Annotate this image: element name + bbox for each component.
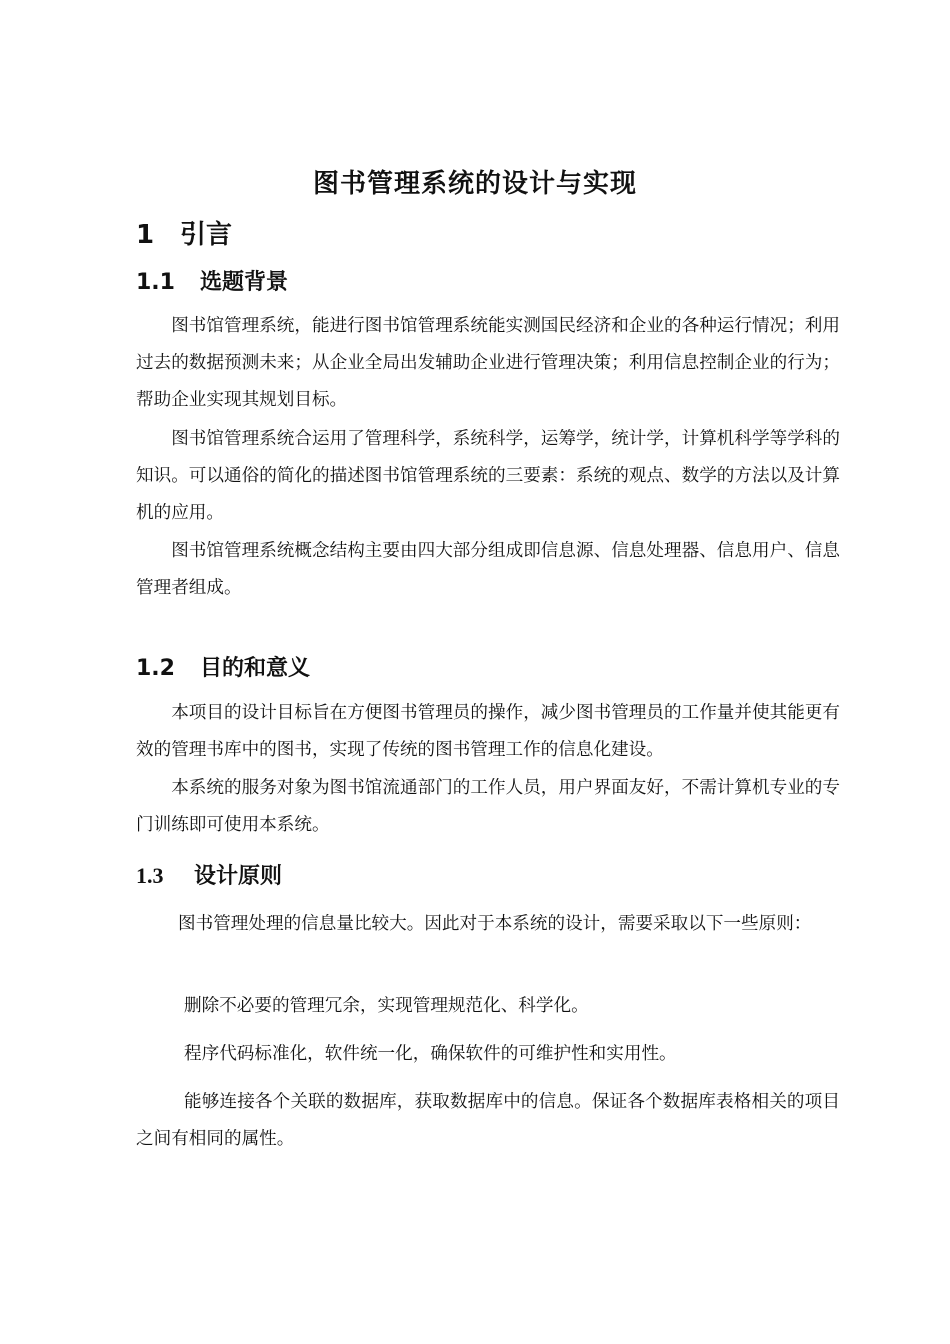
principle-item: 程序代码标准化，软件统一化，确保软件的可维护性和实用性。 [184,1044,677,1064]
section-number: 1.1 [136,270,175,295]
section-1-3-heading [136,861,282,892]
chapter-title: 引言 [180,220,233,250]
section-1-1-heading [136,268,288,298]
principle-item: 删除不必要的管理冗余，实现管理规范化、科学化。 [184,996,589,1016]
principle-item: 能够连接各个关联的数据库，获取数据库中的信息。保证各个数据库表格相关的项目之间有相同的属性。 [136,1092,840,1149]
section-title: 设计原则 [194,864,283,889]
section-number: 1.3 [136,863,164,888]
document-title: 图书管理系统的设计与实现 [312,169,637,199]
section-title: 目的和意义 [200,656,311,681]
paragraph: 图书馆管理系统，能进行图书馆管理系统能实测国民经济和企业的各种运行情况；利用过去的数据预测未来；从企业全局出发辅助企业进行管理决策；利用信息控制企业的行为；帮助企业实现其规划目标。 [136,316,840,410]
chapter-1-heading [136,217,232,253]
section-1-2-heading [136,654,310,684]
paragraph: 本项目的设计目标旨在方便图书管理员的操作，减少图书管理员的工作量并使其能更有效的管理书库中的图书，实现了传统的图书管理工作的信息化建设。 [136,703,840,760]
section-title: 选题背景 [200,270,289,295]
paragraph: 本系统的服务对象为图书馆流通部门的工作人员，用户界面友好，不需计算机专业的专门训练即可使用本系统。 [136,778,840,835]
chapter-number: 1 [136,220,155,250]
paragraph: 图书馆管理系统合运用了管理科学，系统科学，运筹学，统计学，计算机科学等学科的知识。可以通俗的简化的描述图书馆管理系统的三要素：系统的观点、数学的方法以及计算机的应用。 [136,429,840,523]
section-number: 1.2 [136,656,175,681]
section-intro: 图书管理处理的信息量比较大。因此对于本系统的设计，需要采取以下一些原则： [178,914,812,934]
paragraph: 图书馆管理系统概念结构主要由四大部分组成即信息源、信息处理器、信息用户、信息管理者组成。 [136,541,840,598]
